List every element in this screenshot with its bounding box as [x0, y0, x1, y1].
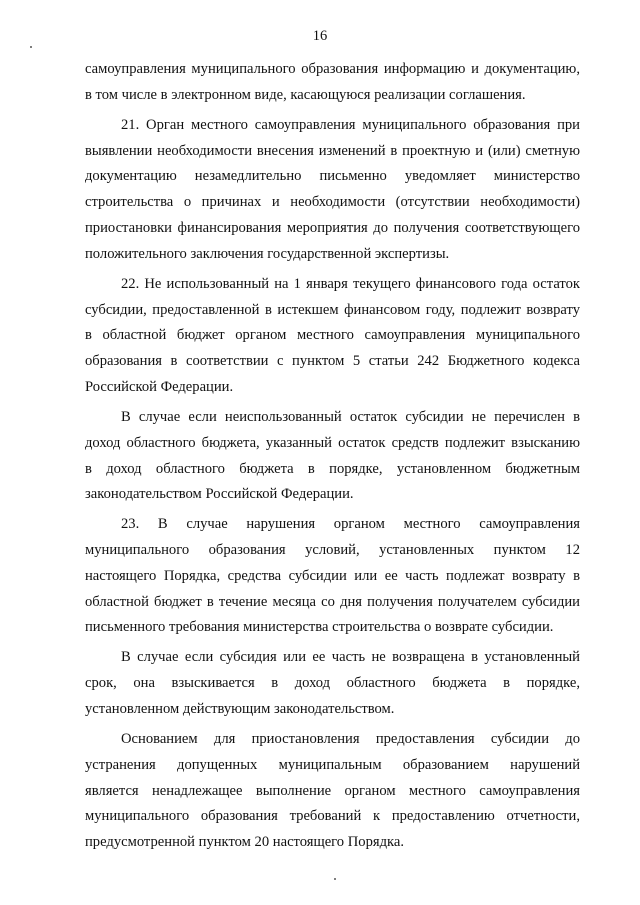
paragraph — [85, 272, 580, 401]
text-line: 21. Орган местного самоуправления муниципального образования при — [121, 116, 580, 133]
page-number: 16 — [312, 28, 328, 44]
scan-speck — [30, 46, 32, 48]
text-line: в доход областного бюджета в порядке, установленном бюджетным — [85, 460, 580, 477]
paragraph — [85, 405, 580, 508]
text-line: 23. В случае нарушения органом местного самоуправления — [121, 516, 580, 533]
text-line: является ненадлежащее выполнение органом местного самоуправления — [85, 782, 580, 799]
text-line: документацию незамедлительно письменно уведомляет министерство — [85, 168, 580, 185]
text-line: законодательством Российской Федерации. — [85, 486, 354, 503]
text-line: В случае если неиспользованный остаток субсидии не перечислен в — [121, 408, 580, 425]
paragraph — [85, 512, 580, 641]
text-line: муниципального образования требований к предоставлению отчетности, — [85, 808, 580, 825]
text-line: муниципального образования условий, установленных пунктом 12 — [85, 542, 580, 559]
text-line: доход областного бюджета, указанный остаток средств подлежит взысканию — [85, 434, 580, 451]
document-body — [85, 57, 580, 856]
text-line: субсидии, предоставленной в истекшем финансовом году, подлежит возврату — [85, 301, 580, 318]
paragraph — [85, 727, 580, 856]
text-line: установленном действующим законодательством. — [85, 701, 395, 718]
text-line: выявлении необходимости внесения изменений в проектную и (или) сметную — [85, 142, 580, 159]
text-line: срок, она взыскивается в доход областного бюджета в порядке, — [85, 675, 580, 692]
text-line: в областной бюджет органом местного самоуправления муниципального — [85, 327, 580, 344]
text-line: самоуправления муниципального образования информацию и документацию, — [85, 61, 580, 77]
text-line: предусмотренной пунктом 20 настоящего Порядка. — [85, 834, 405, 851]
text-line: 22. Не использованный на 1 января текущего финансового года остаток — [121, 275, 580, 292]
text-line: строительства о причинах и необходимости (отсутствии необходимости) — [85, 194, 580, 211]
text-line: Российской Федерации. — [85, 378, 234, 395]
text-line: образования в соответствии с пунктом 5 статьи 242 Бюджетного кодекса — [85, 353, 580, 370]
text-line: положительного заключения государственной экспертизы. — [85, 245, 450, 262]
text-line: приостановки финансирования мероприятия до получения соответствующего — [85, 219, 580, 236]
text-line: в том числе в электронном виде, касающуюся реализации соглашения. — [85, 86, 526, 103]
paragraph — [85, 113, 580, 268]
text-line: устранения допущенных муниципальным образованием нарушений — [85, 756, 580, 773]
text-line: Основанием для приостановления предоставления субсидии до — [121, 731, 580, 748]
scan-speck — [334, 878, 336, 880]
text-line: областной бюджет в течение месяца со дня получения получателем субсидии — [85, 593, 580, 610]
text-line: настоящего Порядка, средства субсидии или ее часть подлежат возврату в — [85, 567, 580, 584]
text-line: В случае если субсидия или ее часть не возвращена в установленный — [121, 649, 580, 666]
paragraph — [85, 645, 580, 722]
paragraph — [85, 57, 580, 109]
text-line: письменного требования министерства строительства о возврате субсидии. — [85, 619, 554, 636]
